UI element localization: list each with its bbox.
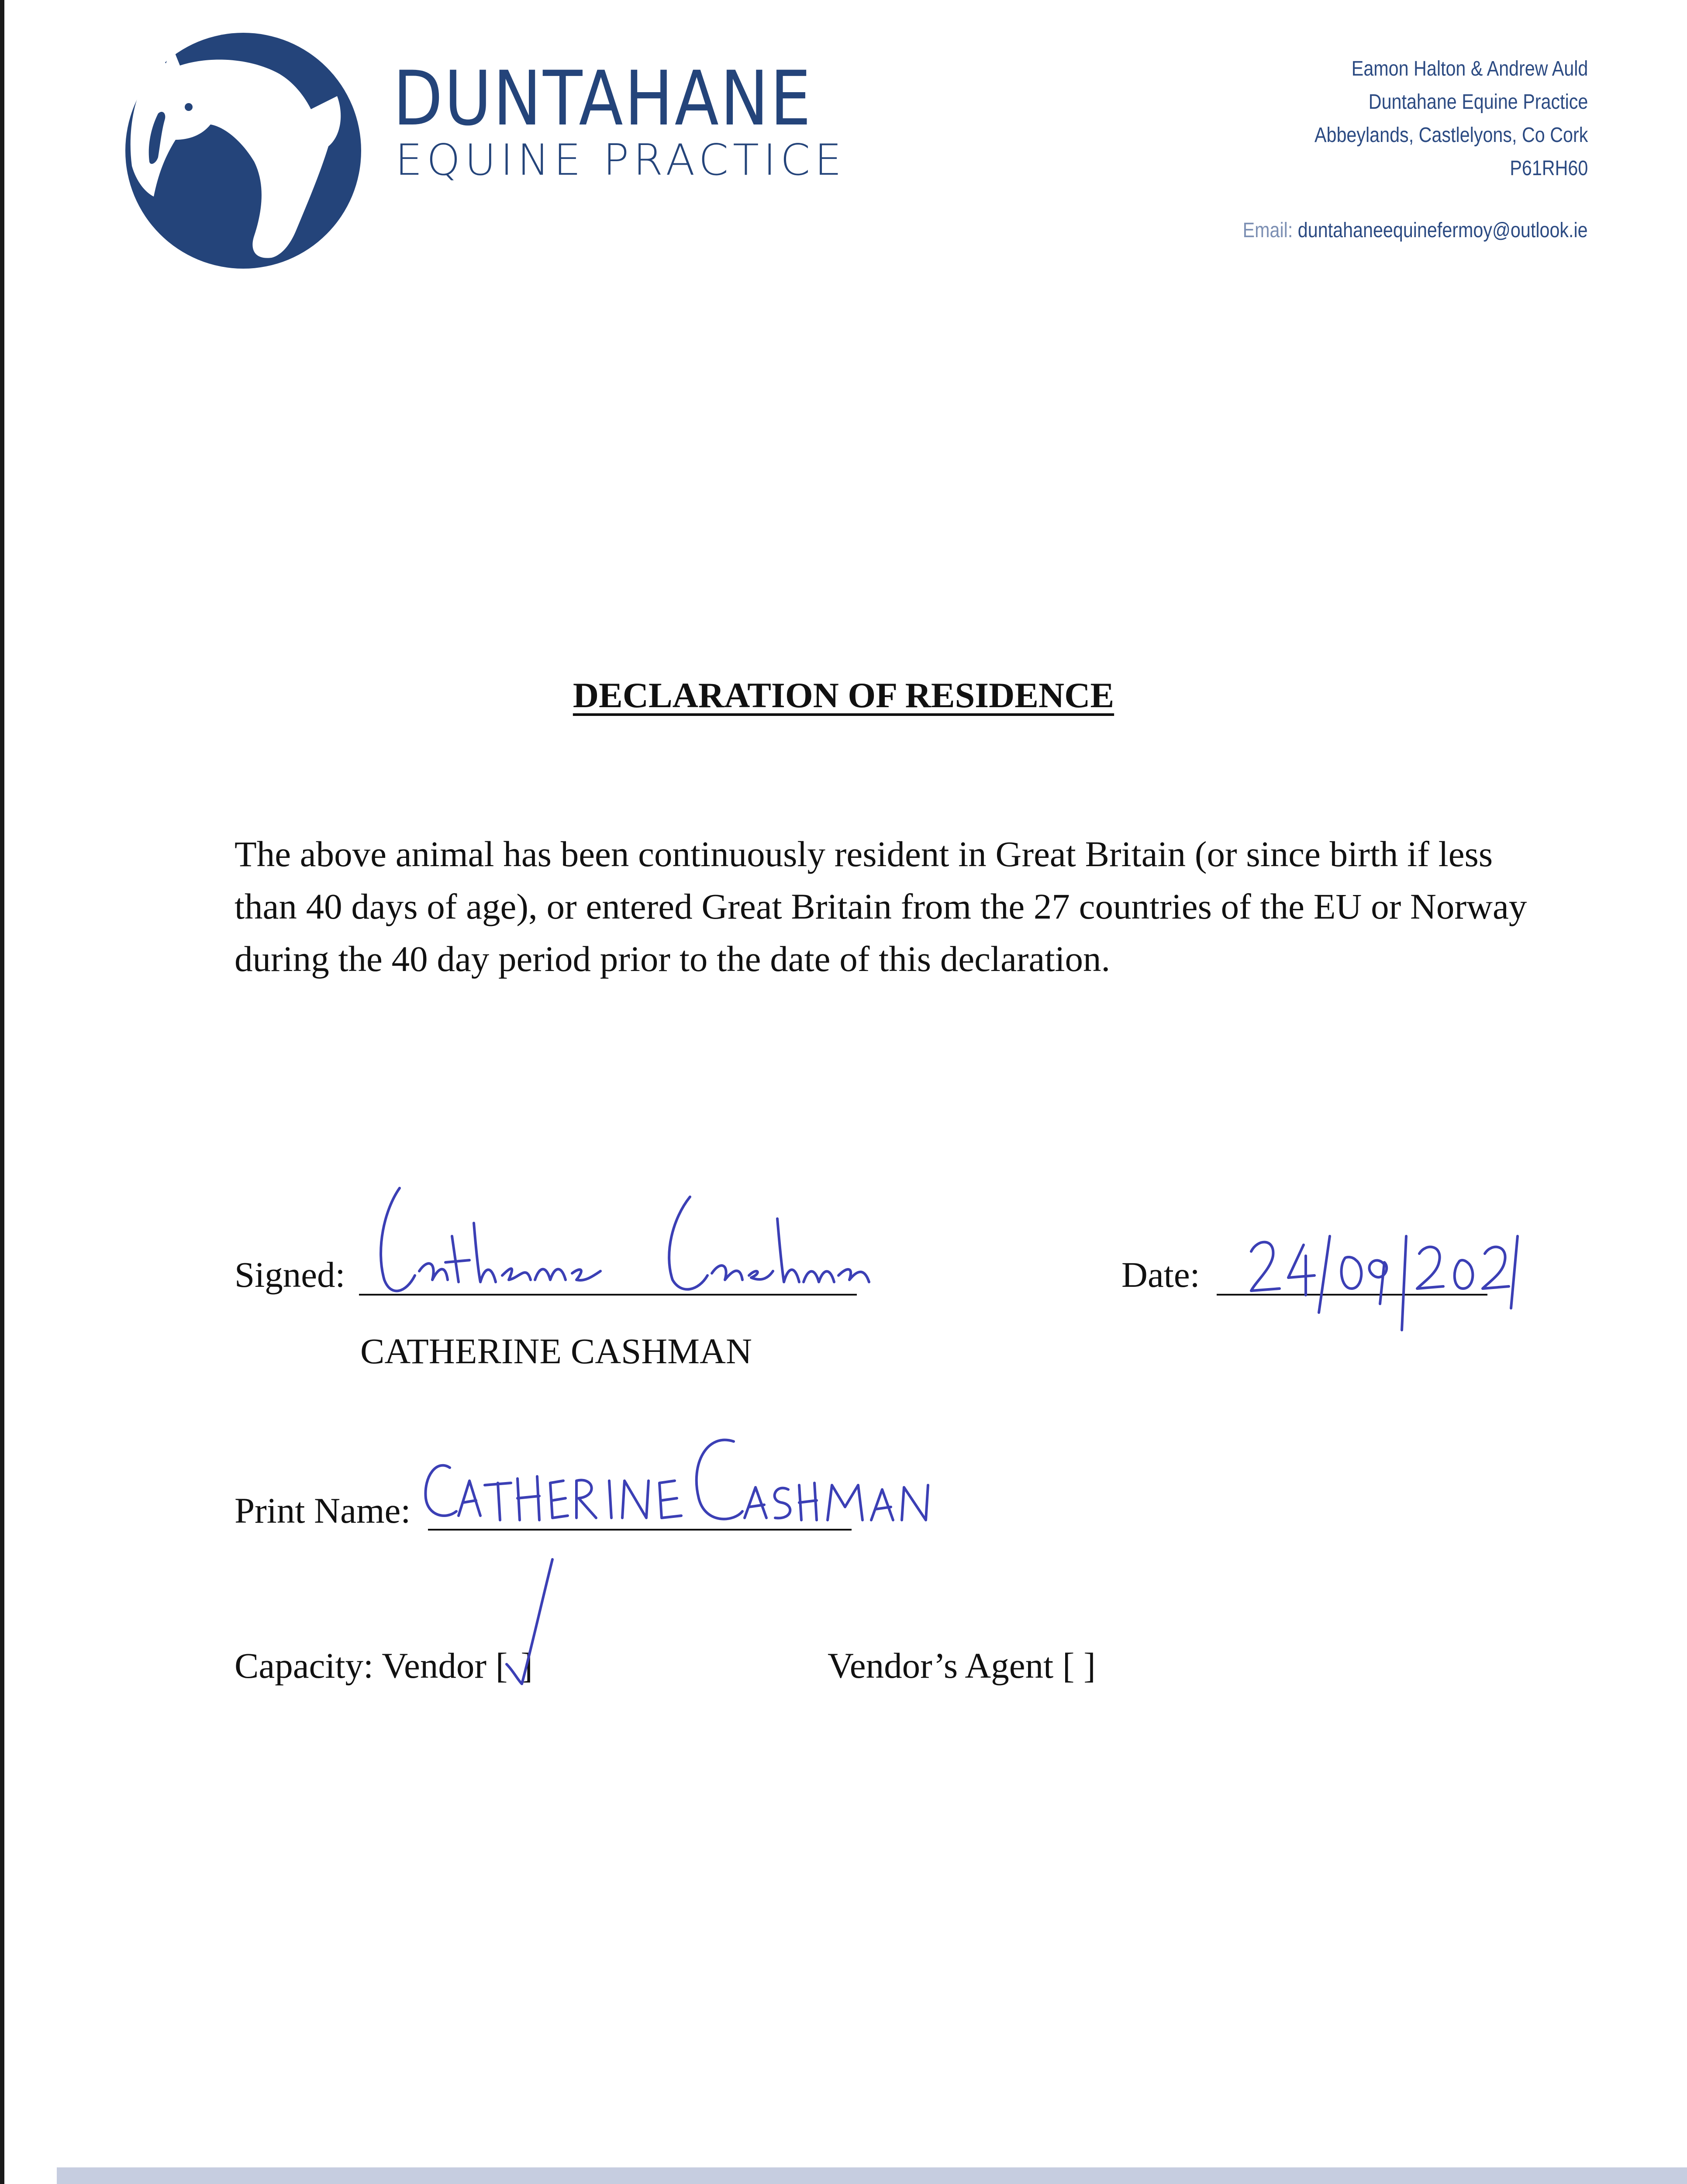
email-address: duntahaneequinefermoy@outlook.ie <box>1298 219 1588 242</box>
capacity-vendor <box>235 1645 533 1686</box>
address-line: P61RH60 <box>1510 157 1588 180</box>
signed-label: Signed: <box>235 1254 345 1295</box>
document-title-text: DECLARATION OF RESIDENCE <box>573 675 1114 715</box>
email-label: Email: <box>1242 219 1293 242</box>
scan-edge-left <box>0 0 4 2184</box>
declaration-paragraph: The above animal has been continuously resident in Great Britain (or since birth if less than 40 days of age), or entered Great Britain from the 27 countries of the EU or Norway during the 40 day period prior to the date of this declaration. <box>235 834 1527 979</box>
handwritten-signature <box>358 1171 969 1319</box>
email-line <box>1243 218 1588 242</box>
print-name-label: Print Name: <box>235 1490 411 1531</box>
checkmark-icon <box>495 1551 559 1690</box>
scan-edge-bottom <box>57 2167 1687 2184</box>
document-title <box>0 675 1687 716</box>
capacity-label: Capacity: Vendor <box>235 1645 487 1686</box>
typed-name: CATHERINE CASHMAN <box>360 1331 752 1371</box>
address-line: Duntahane Equine Practice <box>1368 90 1588 114</box>
handwritten-date <box>1245 1219 1524 1332</box>
horse-head-logo <box>123 31 363 271</box>
handwritten-print-name <box>419 1411 996 1533</box>
brand-subtitle: EQUINE PRACTICE <box>395 135 846 185</box>
vendor-checkbox: [ ] <box>495 1645 533 1686</box>
vendors-agent-option: Vendor’s Agent [ ] <box>828 1645 1096 1686</box>
address-block <box>1270 52 1588 185</box>
address-line: Abbeylands, Castlelyons, Co Cork <box>1314 124 1588 147</box>
address-line: Eamon Halton & Andrew Auld <box>1351 57 1588 80</box>
date-label: Date: <box>1121 1254 1200 1295</box>
brand-name: DUNTAHANE <box>393 55 813 142</box>
